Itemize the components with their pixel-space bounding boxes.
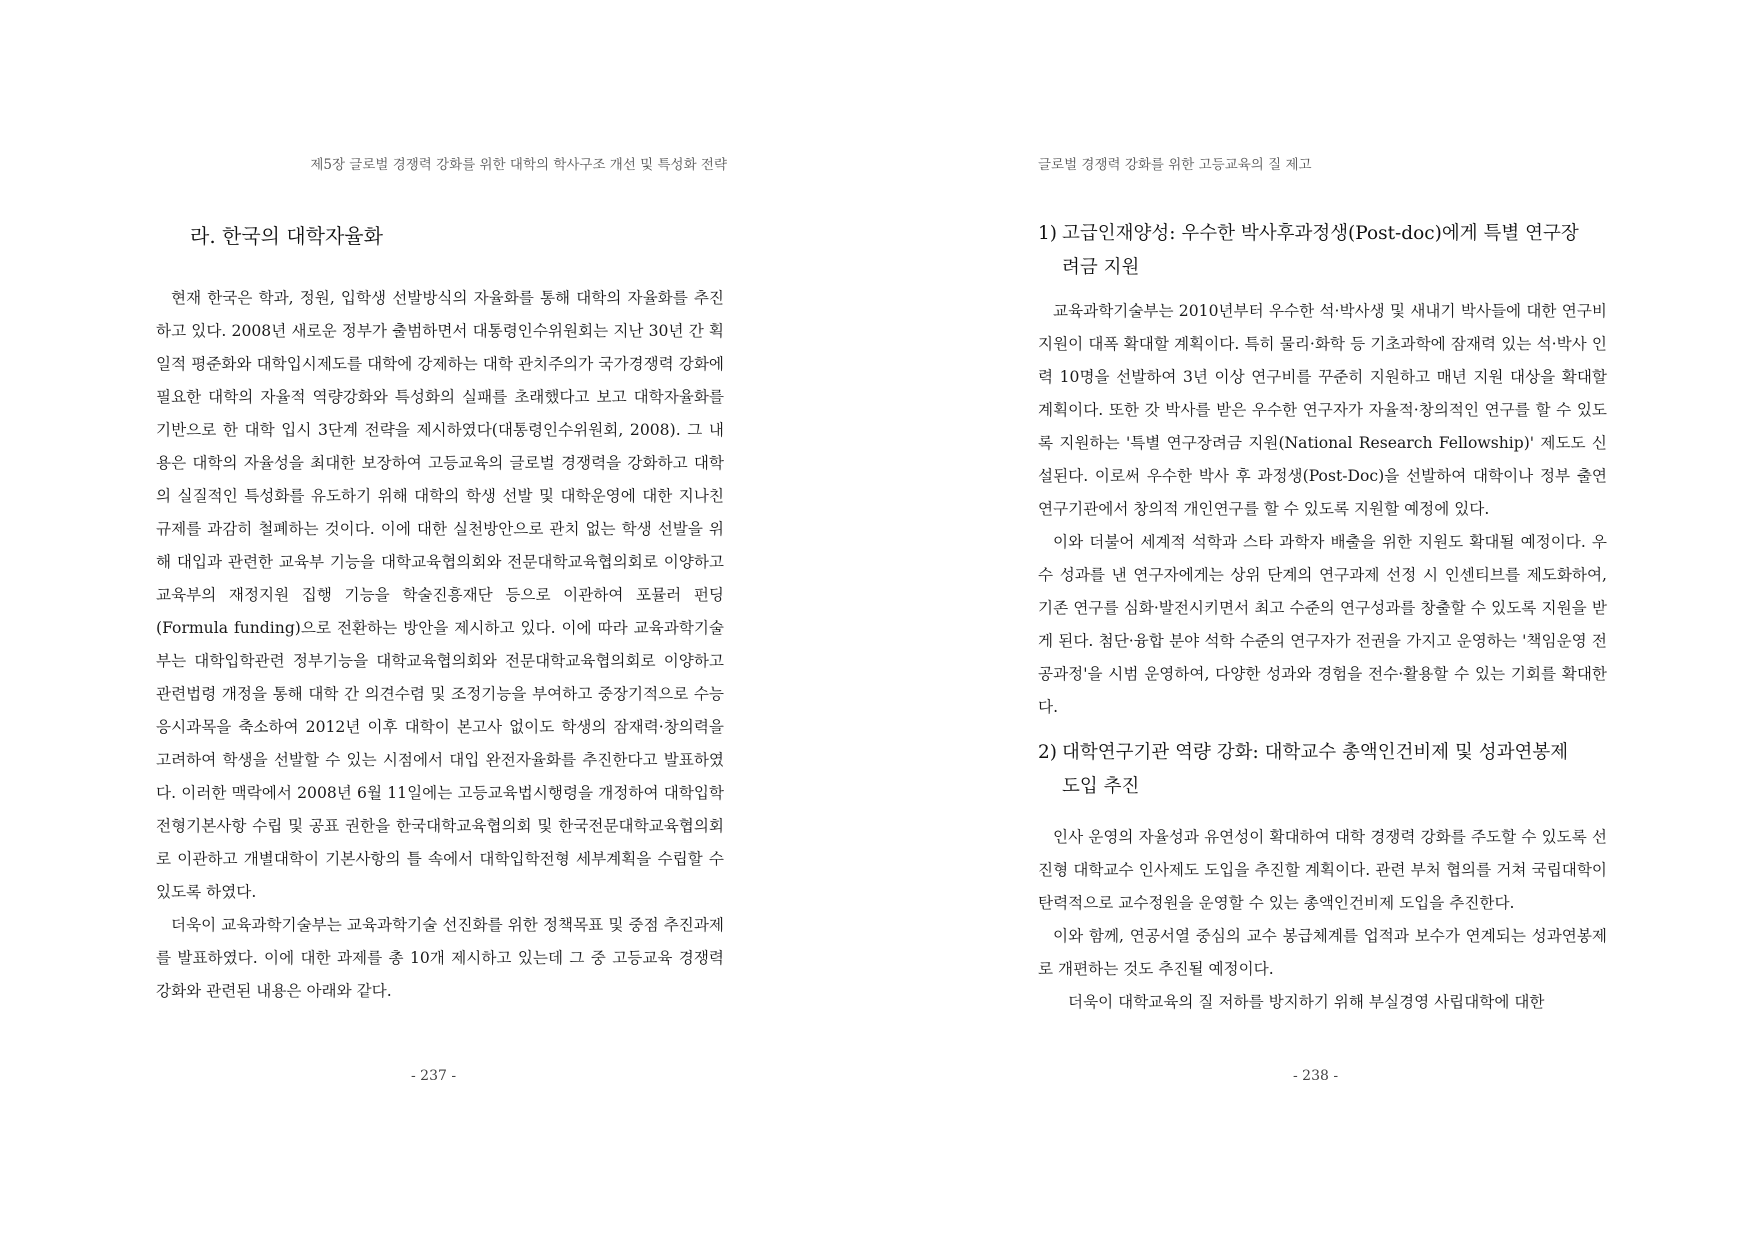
paragraph: 교육과학기술부는 2010년부터 우수한 석·박사생 및 새내기 박사들에 대한 연구비 지원이 대폭 확대할 계획이다. 특히 물리·화학 등 기초과학에 잠재력 있는 석·박사 인력 10명을 선발하여 3년 이상 연구비를 꾸준히 지원하고 매년 지원 대상을 확대할 계획이다. 또한 갓 박사를 받은 우수한 연구자가 자율적·창의적인 연구를 할 수 있도록 지원하는 '특별 연구장려금 지원(National Research Fellowship)' 제도도 신설된다. 이로써 우수한 박사 후 과정생(Post-Doc)을 선발하여 대학이나 정부 출연 연구기관에서 창의적 개인연구를 할 수 있도록 지원할 예정에 있다. <box>1038 302 1607 518</box>
page-number: - 238 - <box>1293 1068 1339 1084</box>
left-page <box>0 0 876 1240</box>
paragraph: 더욱이 교육과학기술부는 교육과학기술 선진화를 위한 정책목표 및 중점 추진과제를 발표하였다. 이에 대한 과제를 총 10개 제시하고 있는데 그 중 고등교육 경쟁력 강화와 관련된 내용은 아래와 같다. <box>156 916 724 1000</box>
paragraph: 이와 더불어 세계적 석학과 스타 과학자 배출을 위한 지원도 확대될 예정이다. 우수 성과를 낸 연구자에게는 상위 단계의 연구과제 선정 시 인센티브를 제도화하여, 기존 연구를 심화·발전시키면서 최고 수준의 연구성과를 창출할 수 있도록 지원을 받게 된다. 첨단·융합 분야 석학 수준의 연구자가 전권을 가지고 운영하는 '책임운영 전공과정'을 시범 운영하여, 다양한 성과와 경험을 전수·활용할 수 있는 기회를 확대한다. <box>1038 533 1607 716</box>
heading-continuation: 려금 지원 <box>1062 257 1140 278</box>
running-head: 제5장 글로벌 경쟁력 강화를 위한 대학의 학사구조 개선 및 특성화 전략 <box>310 157 727 173</box>
page-number: - 237 - <box>411 1068 457 1084</box>
heading-number: 2) <box>1038 742 1057 763</box>
running-head: 글로벌 경쟁력 강화를 위한 고등교육의 질 제고 <box>1038 157 1312 173</box>
right-page <box>876 0 1753 1240</box>
section-title: 라. 한국의 대학자율화 <box>190 224 383 248</box>
paragraph: 인사 운영의 자율성과 유연성이 확대하여 대학 경쟁력 강화를 주도할 수 있도록 선진형 대학교수 인사제도 도입을 추진할 계획이다. 관련 부처 협의를 거쳐 국립대학이 탄력적으로 교수정원을 운영할 수 있는 총액인건비제 도입을 추진한다. <box>1038 828 1607 912</box>
paragraph: 현재 한국은 학과, 정원, 입학생 선발방식의 자율화를 통해 대학의 자율화를 추진하고 있다. 2008년 새로운 정부가 출범하면서 대통령인수위원회는 지난 30년 간 획일적 평준화와 대학입시제도를 대학에 강제하는 대학 관치주의가 국가경쟁력 강화에 필요한 대학의 자율적 역량강화와 특성화의 실패를 초래했다고 보고 대학자율화를 기반으로 한 대학 입시 3단계 전략을 제시하였다(대통령인수위원회, 2008). 그 내용은 대학의 자율성을 최대한 보장하여 고등교육의 글로벌 경쟁력을 강화하고 대학의 실질적인 특성화를 유도하기 위해 대학의 학생 선발 및 대학운영에 대한 지나친 규제를 과감히 철폐하는 것이다. 이에 대한 실천방안으로 관치 없는 학생 선발을 위해 대입과 관련한 교육부 기능을 대학교육협의회와 전문대학교육협의회로 이양하고 교육부의 재정지원 집행 기능을 학술진흥재단 등으로 이관하여 포뮬러 펀딩(Formula funding)으로 전환하는 방안을 제시하고 있다. 이에 따라 교육과학기술부는 대학입학관련 정부기능을 대학교육협의회와 전문대학교육협의회로 이양하고 관련법령 개정을 통해 대학 간 의견수렴 및 조정기능을 부여하고 중장기적으로 수능 응시과목을 축소하여 2012년 이후 대학이 본고사 없이도 학생의 잠재력·창의력을 고려하여 학생을 선발할 수 있는 시점에서 대입 완전자율화를 추진한다고 발표하였다. 이러한 맥락에서 2008년 6월 11일에는 고등교육법시행령을 개정하여 대학입학전형기본사항 수립 및 공표 권한을 한국대학교육협의회 및 한국전문대학교육협의회로 이관하고 개별대학이 기본사항의 틀 속에서 대학입학전형 세부계획을 수립할 수 있도록 하였다. <box>156 289 724 901</box>
paragraph: 더욱이 대학교육의 질 저하를 방지하기 위해 부실경영 사립대학에 대한 <box>1068 993 1545 1011</box>
subsection-heading <box>1038 736 1607 804</box>
subsection-heading <box>1038 217 1607 285</box>
paragraph: 이와 함께, 연공서열 중심의 교수 봉급체계를 업적과 보수가 연계되는 성과연봉제로 개편하는 것도 추진될 예정이다. <box>1038 927 1607 978</box>
heading-text: 대학연구기관 역량 강화: 대학교수 총액인건비제 및 성과연봉제 <box>1062 742 1569 763</box>
heading-number: 1) <box>1038 223 1057 244</box>
heading-continuation: 도입 추진 <box>1062 776 1140 797</box>
body-text <box>156 282 724 1008</box>
body-text <box>1038 821 1607 1019</box>
body-text <box>1038 295 1607 724</box>
heading-text: 고급인재양성: 우수한 박사후과정생(Post-doc)에게 특별 연구장 <box>1062 223 1579 244</box>
